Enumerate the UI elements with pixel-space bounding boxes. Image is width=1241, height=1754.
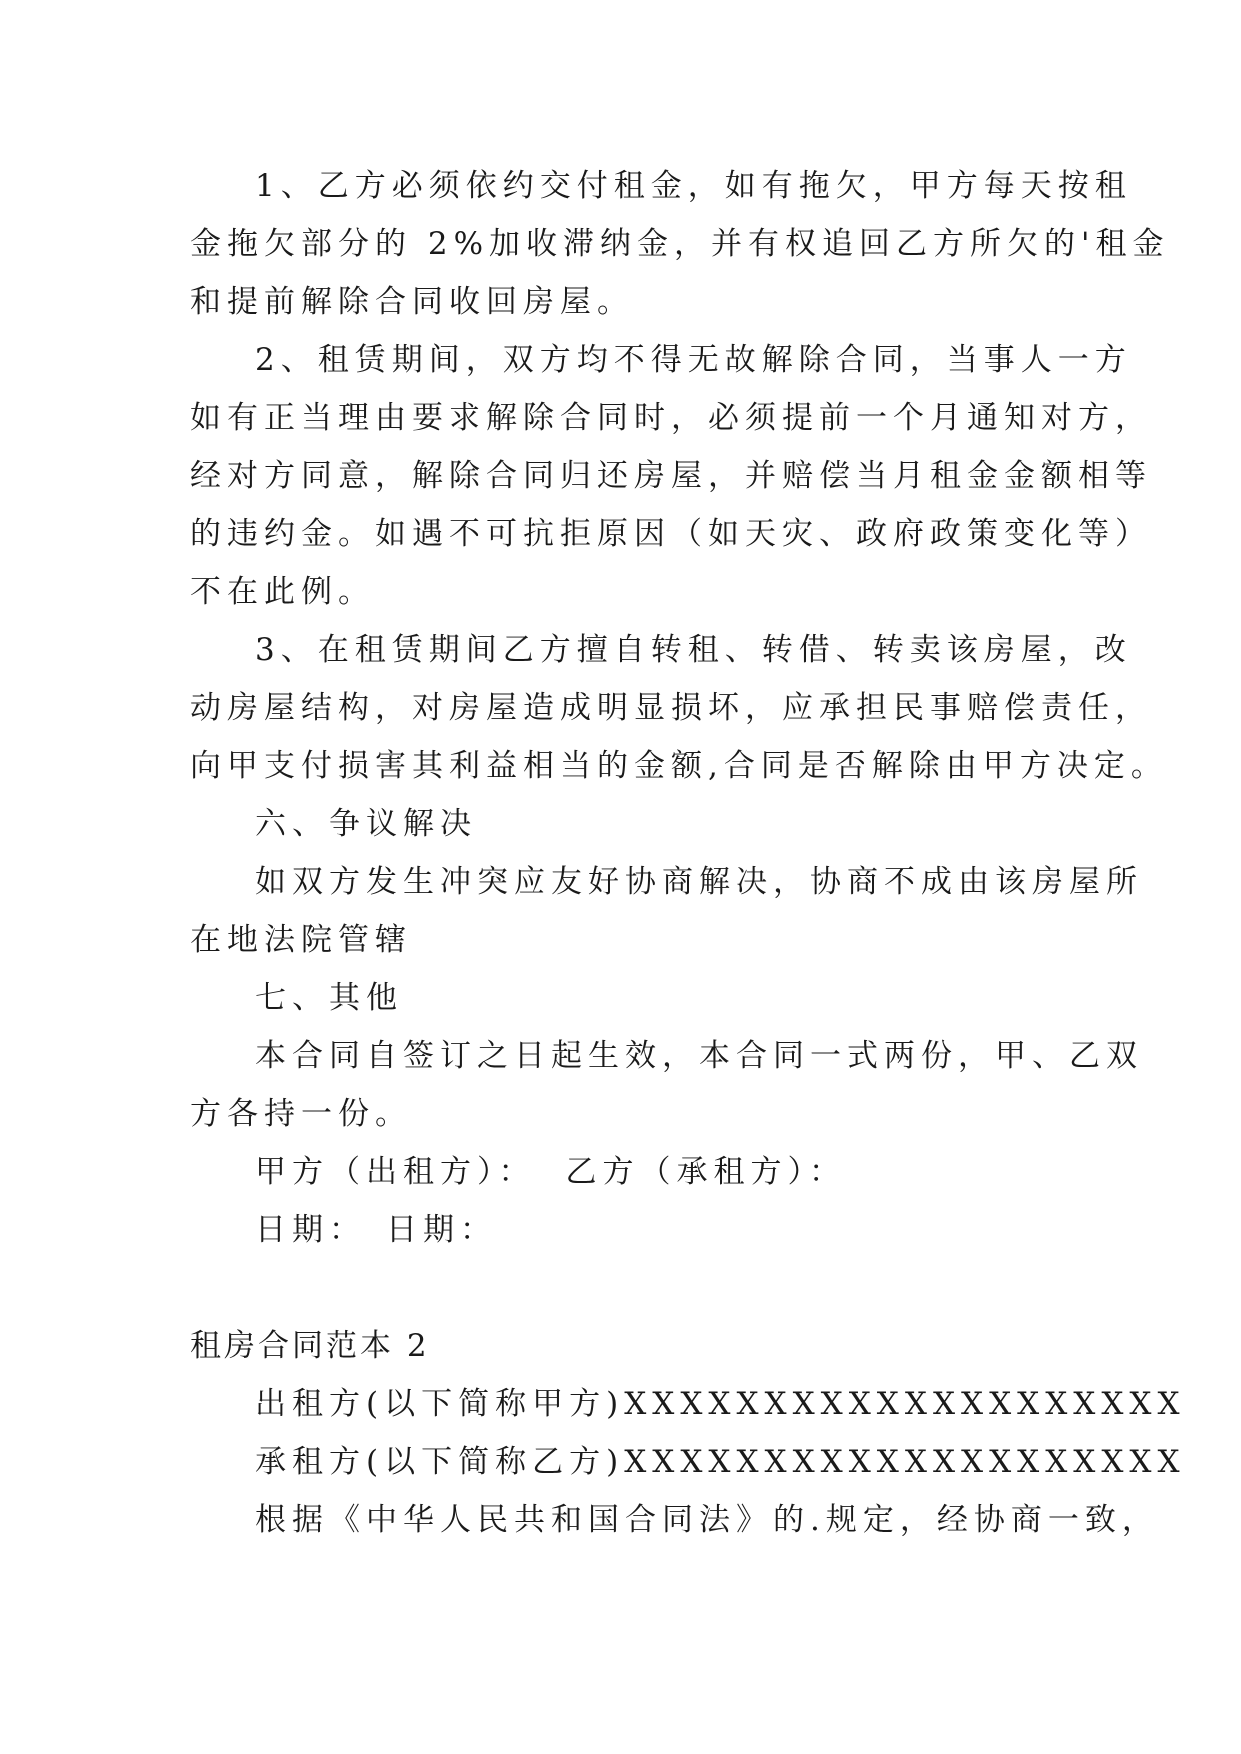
clause-2-line-5: 不在此例。 [190,574,375,610]
clause-1-line-3: 和提前解除合同收回房屋。 [190,284,634,320]
preamble-line: 根据《中华人民共和国合同法》的.规定，经协商一致， [255,1502,1159,1538]
template-2-title: 租房合同范本 2 [190,1328,430,1364]
clause-3-line-3: 向甲支付损害其利益相当的金额,合同是否解除由甲方决定。 [190,748,1168,784]
date-b-label: 日期： [386,1212,497,1248]
other-line-1: 本合同自签订之日起生效，本合同一式两份，甲、乙双 [255,1038,1143,1074]
clause-2-line-4: 的违约金。如遇不可抗拒原因（如天灾、政府政策变化等） [190,516,1152,552]
party-a-label: 甲方（出租方）： [255,1154,536,1190]
clause-1-line-2: 金拖欠部分的 2%加收滞纳金，并有权追回乙方所欠的'租金 [190,226,1170,262]
clause-2-line-2: 如有正当理由要求解除合同时，必须提前一个月通知对方， [190,400,1152,436]
party-b-label: 乙方（承租方）： [565,1154,846,1190]
dispute-line-1: 如双方发生冲突应友好协商解决，协商不成由该房屋所 [255,864,1143,900]
other-line-2: 方各持一份。 [190,1096,412,1132]
section-six-heading: 六、争议解决 [255,806,477,842]
section-seven-heading: 七、其他 [255,980,403,1016]
lessee-line: 承租方(以下简称乙方)XXXXXXXXXXXXXXXXXXXX [255,1444,1186,1480]
signature-dates [255,1210,497,1250]
clause-1-line-1: 1、乙方必须依约交付租金，如有拖欠，甲方每天按租 [255,168,1132,204]
clause-3-line-2: 动房屋结构，对房屋造成明显损坏，应承担民事赔偿责任， [190,690,1152,726]
lessor-line: 出租方(以下简称甲方)XXXXXXXXXXXXXXXXXXXX [255,1386,1186,1422]
clause-3-line-1: 3、在租赁期间乙方擅自转租、转借、转卖该房屋，改 [255,632,1132,668]
date-a-label: 日期： [255,1212,366,1248]
signature-parties [255,1152,846,1192]
clause-2-line-3: 经对方同意，解除合同归还房屋，并赔偿当月租金金额相等 [190,458,1152,494]
dispute-line-2: 在地法院管辖 [190,922,412,958]
clause-2-line-1: 2、租赁期间，双方均不得无故解除合同，当事人一方 [255,342,1132,378]
